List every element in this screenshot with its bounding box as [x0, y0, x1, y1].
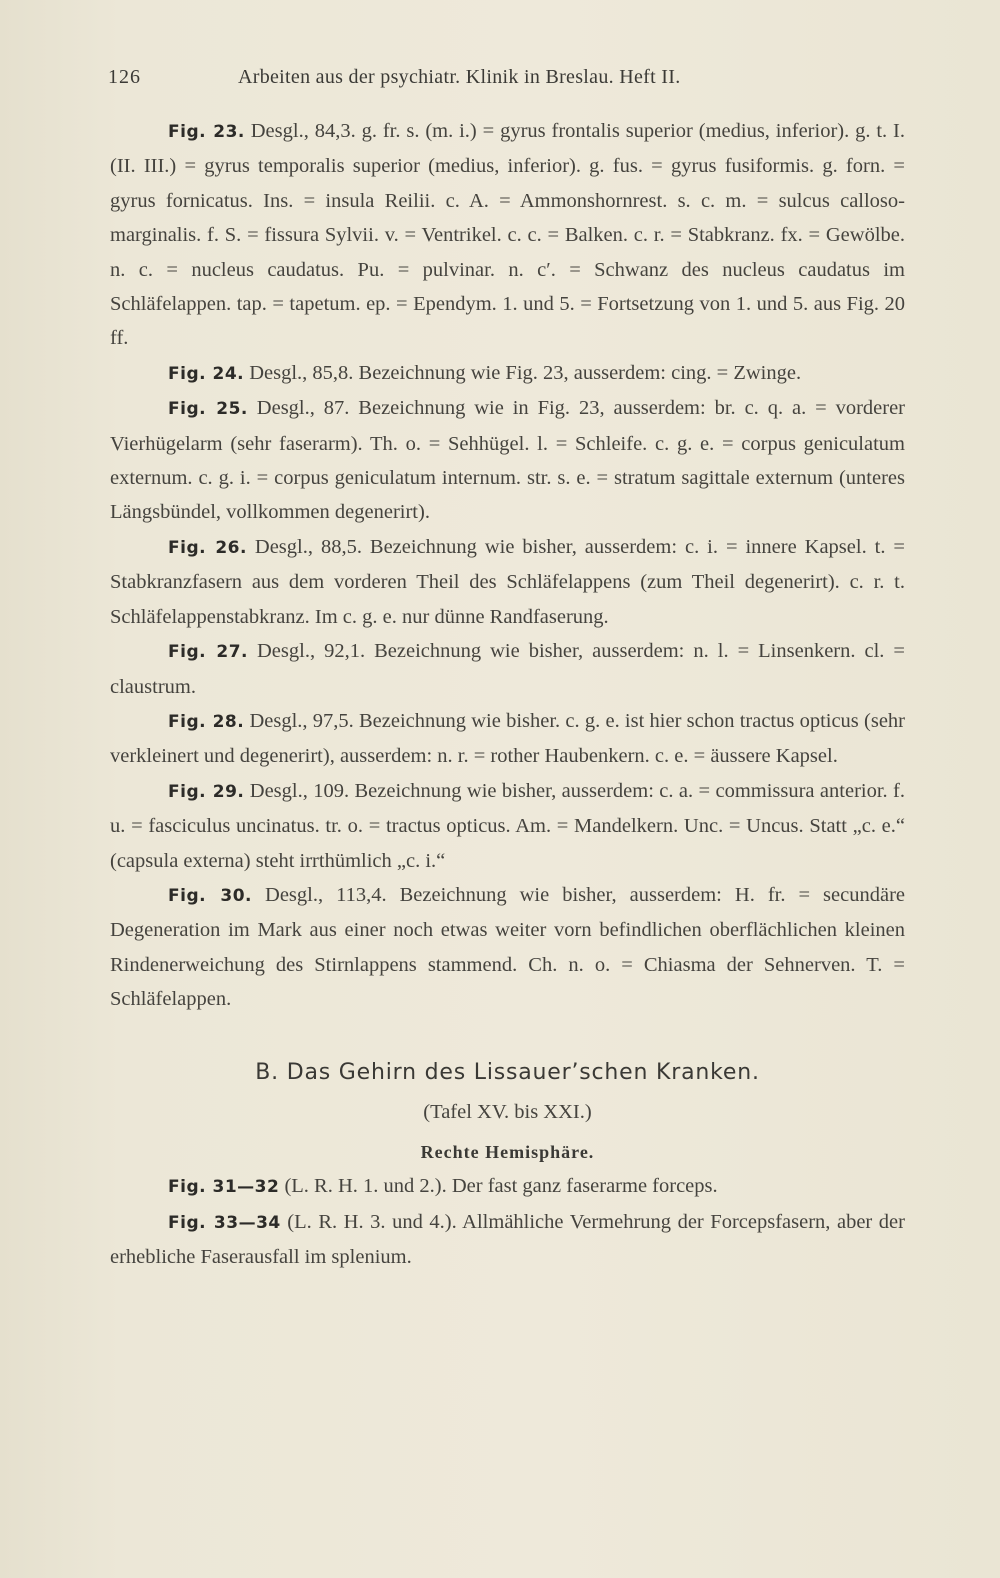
caption-text: Desgl., 87. Bezeichnung wie in Fig. 23, ausserdem: br. c. q. a. = vorderer Vierhügelarm (sehr faserarm). Th. o. = Sehhügel. l. = Schleife. c. g. e. = corpus geniculatum externum. c. g. i. = corpus geniculatum internum. str. s. e. = stratum sagittale externum (unteres Längsbündel, vollkommen degenerirt). [110, 397, 905, 524]
figure-caption-31-32 [110, 1169, 905, 1204]
figure-label: Fig. 33—34 [168, 1212, 281, 1233]
caption-text: Desgl., 92,1. Bezeichnung wie bisher, ausserdem: n. l. = Linsenkern. cl. = claustrum. [110, 640, 905, 698]
caption-text: (L. R. H. 1. und 2.). Der fast ganz faserarme forceps. [284, 1175, 718, 1198]
figure-caption-30 [110, 878, 905, 1017]
caption-text: (L. R. H. 3. und 4.). Allmähliche Vermehrung der Forcepsfasern, aber der erhebliche Faserausfall im splenium. [110, 1210, 905, 1269]
running-title: Arbeiten aus der psychiatr. Klinik in Breslau. Heft II. [238, 66, 681, 88]
figure-label: Fig. 31—32 [168, 1177, 280, 1198]
section-heading: Rechte Hemisphäre. [420, 1141, 595, 1162]
figure-caption-27 [110, 634, 905, 704]
caption-text: Desgl., 85,8. Bezeichnung wie Fig. 23, ausserdem: cing. = Zwinge. [249, 361, 802, 384]
section-subtitle: (Tafel XV. bis XXI.) [423, 1100, 592, 1123]
figure-label: Fig. 26. [168, 537, 247, 558]
figure-caption-28 [110, 704, 905, 774]
figure-label: Fig. 28. [168, 711, 245, 732]
figure-caption-25 [110, 391, 905, 530]
section-title: B. Das Gehirn des Lissauer’schen Kranken. [255, 1059, 760, 1085]
figure-label: Fig. 29. [168, 781, 245, 802]
caption-text: Desgl., 88,5. Bezeichnung wie bisher, ausserdem: c. i. = innere Kapsel. t. = Stabkranzfasern aus dem vorderen Theil des Schläfelappens (zum Theil degenerirt). c. r. t. Schläfelappenstabkranz. Im c. g. e. nur dünne Randfaserung. [110, 535, 905, 628]
page-body [110, 114, 905, 1275]
figure-label: Fig. 24. [168, 363, 245, 384]
figure-label: Fig. 27. [168, 642, 248, 663]
caption-text: Desgl., 113,4. Bezeichnung wie bisher, ausserdem: H. fr. = secundäre Degeneration im Mark aus einer noch etwas weiter vorn befindlichen oberflächlichen kleinen Rindenerweichung des Stirnlappens stammend. Ch. n. o. = Chiasma der Sehnerven. T. = Schläfelappen. [110, 883, 906, 1011]
caption-text: Desgl., 84,3. g. fr. s. (m. i.) = gyrus frontalis superior (medius, inferior). g. t. I. (II. III.) = gyrus temporalis superior (medius, inferior). g. fus. = gyrus fusiformis. g. forn. = gyrus fornicatus. Ins. = insula Reilii. c. A. = Ammonshornrest. s. c. m. = sulcus calloso-marginalis. f. S. = fissura Sylvii. v. = Ventrikel. c. c. = Balken. c. r. = Stabkranz. fx. = Gewölbe. n. c. = nucleus caudatus. Pu. = pulvinar. n. c′. = Schwanz des nucleus caudatus im Schläfelappen. tap. = tapetum. ep. = Ependym. 1. und 5. = Fortsetzung von 1. und 5. aus Fig. 20 ff. [110, 120, 906, 350]
figure-label: Fig. 30. [168, 885, 252, 906]
figure-caption-23 [110, 114, 905, 356]
figure-caption-29 [110, 774, 905, 878]
page-number: 126 [108, 66, 141, 88]
figure-label: Fig. 25. [168, 399, 248, 420]
caption-text: Desgl., 97,5. Bezeichnung wie bisher. c. g. e. ist hier schon tractus opticus (sehr verkleinert und degenerirt), ausserdem: n. r. = rother Haubenkern. c. e. = äussere Kapsel. [110, 709, 905, 768]
running-header [108, 66, 908, 89]
caption-text: Desgl., 109. Bezeichnung wie bisher, ausserdem: c. a. = commissura anterior. f. u. = fasciculus uncinatus. tr. o. = tractus opticus. Am. = Mandelkern. Unc. = Uncus. Statt „c. e.“ (capsula externa) steht irrthümlich „c. i.“ [110, 779, 906, 872]
figure-caption-26 [110, 530, 905, 634]
figure-caption-33-34 [110, 1205, 905, 1275]
figure-label: Fig. 23. [168, 122, 245, 142]
figure-caption-24 [110, 356, 905, 391]
